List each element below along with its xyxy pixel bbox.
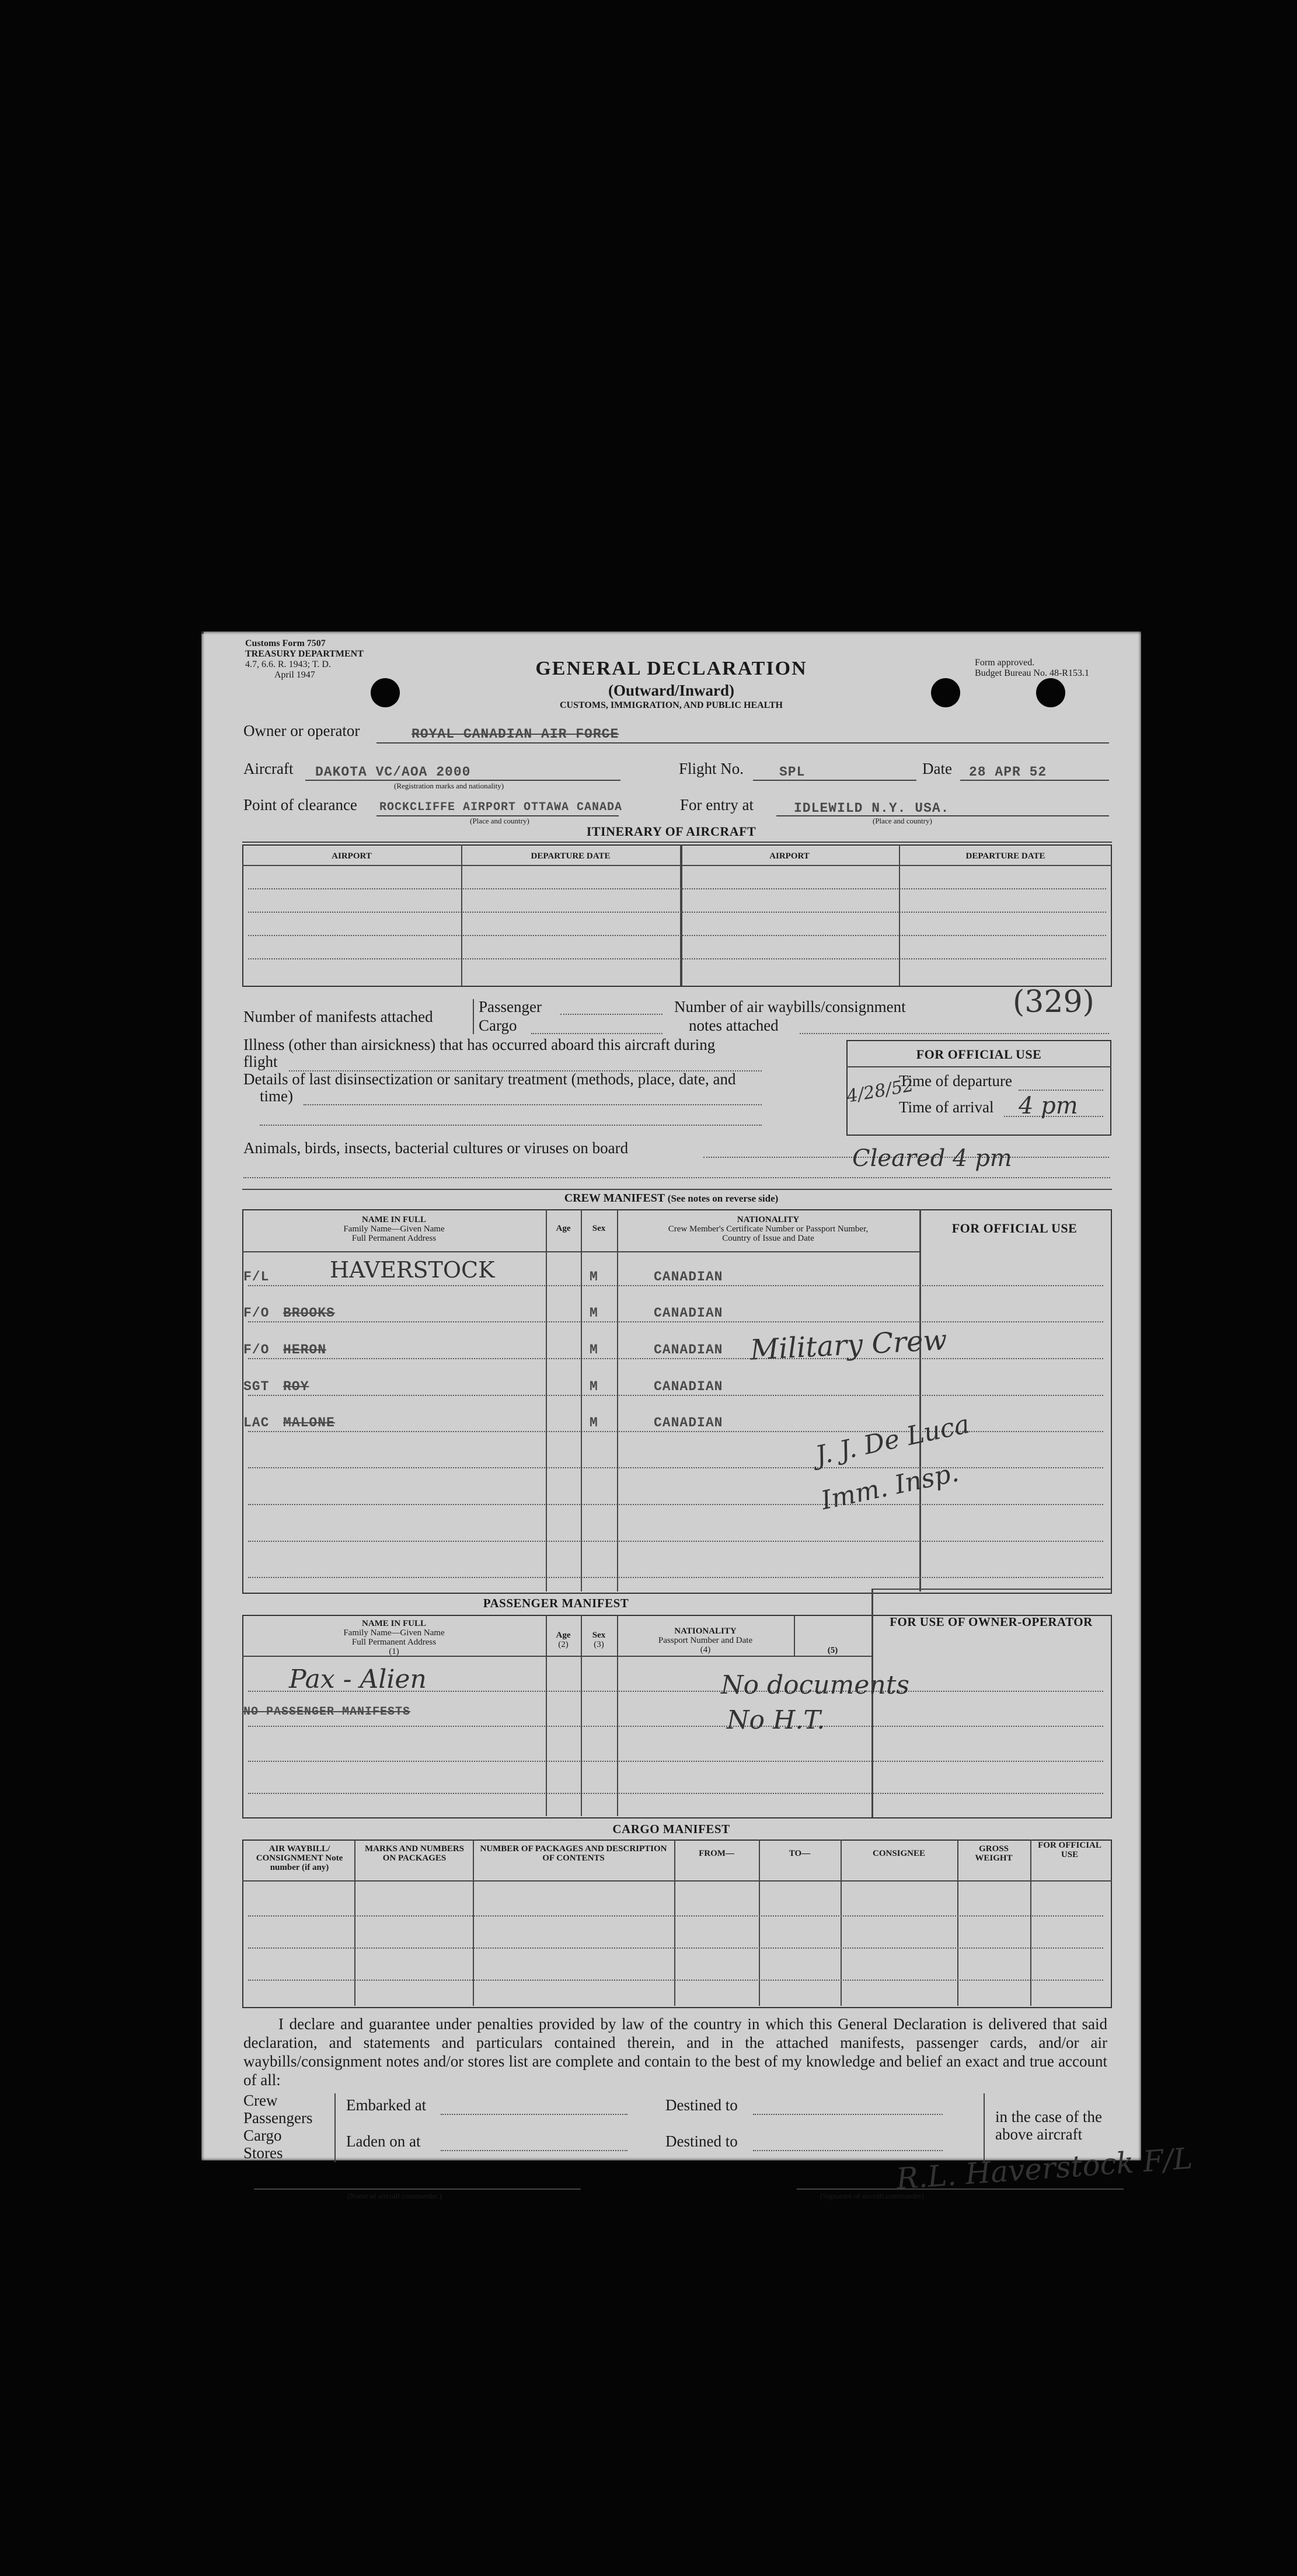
approval-label: Form approved. — [975, 658, 1035, 668]
crew-row-1-nationality: CANADIAN — [654, 1269, 723, 1284]
customs-form-number: Customs Form 7507 — [245, 638, 326, 648]
handwritten-date: 4/28/52 — [845, 1075, 915, 1107]
crew-col-age: Age — [556, 1224, 571, 1233]
animals-question: Animals, birds, insects, bacterial cultures or viruses on board — [243, 1139, 629, 1157]
pax-col-age: Age (2) — [556, 1631, 571, 1649]
case-of-aircraft-2: above aircraft — [995, 2125, 1083, 2143]
aircraft-value[interactable]: DAKOTA VC/AOA 2000 — [315, 765, 471, 780]
crew-row-3-nationality: CANADIAN — [654, 1342, 723, 1357]
commander-signature: R.L. Haverstock F/L — [895, 2141, 1194, 2196]
clearance-value[interactable]: ROCKCLIFFE AIRPORT OTTAWA CANADA — [379, 801, 623, 814]
handwritten-cleared: Cleared 4 pm — [852, 1145, 1012, 1172]
entry-value[interactable]: IDLEWILD N.Y. USA. — [794, 801, 950, 816]
treasury-label: TREASURY DEPARTMENT — [245, 649, 364, 659]
itinerary-col-airport-1: AIRPORT — [332, 851, 372, 861]
pax-col-sex: Sex (3) — [592, 1631, 606, 1649]
entry-note: (Place and country) — [873, 816, 932, 825]
budget-bureau: Budget Bureau No. 48-R153.1 — [975, 668, 1089, 678]
crew-row-2-sex: M — [590, 1306, 598, 1321]
laden-label: Laden on at — [346, 2132, 421, 2150]
itinerary-col-departure-2: DEPARTURE DATE — [965, 851, 1045, 861]
crew-row-5-name: MALONE — [283, 1415, 335, 1430]
illness-question: Illness (other than airsickness) that has occurred aboard this aircraft during — [243, 1036, 716, 1053]
cargo-col-weight: GROSS WEIGHT — [975, 1844, 1013, 1863]
notes-attached-label: notes attached — [689, 1017, 779, 1034]
handwritten-no-ht: No H.T. — [727, 1705, 825, 1735]
official-use-title: FOR OFFICIAL USE — [916, 1047, 1042, 1062]
authority-label: 4.7, 6.6. R. 1943; T. D. — [245, 659, 331, 669]
cargo-col-waybill: AIR WAYBILL/ CONSIGNMENT Note number (if any) — [256, 1844, 343, 1872]
crew-col-sex: Sex — [592, 1224, 606, 1233]
waybills-label: Number of air waybills/consignment — [674, 998, 906, 1015]
cargo-table — [242, 1839, 1112, 2008]
commander-name-caption: (Name of aircraft commander.) — [347, 2191, 442, 2200]
declaration-text: I declare and guarantee under penalties provided by law of the country in which this General Declaration is delivered that said declaration, and statements and particulars contained therein, and in the attached manifests, passenger cards, and/or air waybills/consignment notes and/or stores list are complete and contain to the best of my knowledge and belief an exact and true account of all: — [243, 2015, 1107, 2089]
crew-row-3-rank: F/O — [243, 1342, 270, 1357]
cargo-col-to: TO— — [789, 1849, 811, 1858]
manifests-label: Number of manifests attached — [243, 1008, 433, 1025]
crew-row-4-name: ROY — [283, 1379, 309, 1394]
edition-label: April 1947 — [274, 670, 315, 680]
pax-col-name: NAME IN FULL Family Name—Given Name Full Permanent Address (1) — [343, 1619, 445, 1656]
aircraft-label: Aircraft — [243, 760, 294, 777]
handwritten-waybill-count: (329) — [1013, 985, 1094, 1020]
crew-col-official: FOR OFFICIAL USE — [951, 1221, 1078, 1235]
illness-question-2: flight — [243, 1053, 278, 1070]
cargo-col-from: FROM— — [699, 1849, 734, 1858]
cargo-col-official: FOR OFFICIAL USE — [1038, 1841, 1101, 1859]
cargo-col-consignee: CONSIGNEE — [872, 1849, 926, 1858]
disinsect-question-2: time) — [260, 1087, 293, 1105]
cargo-col-marks: MARKS AND NUMBERS ON PACKAGES — [365, 1844, 465, 1863]
itinerary-col-airport-2: AIRPORT — [769, 851, 810, 861]
decl-crew: Crew — [243, 2092, 278, 2109]
crew-row-2-rank: F/O — [243, 1306, 270, 1321]
passenger-manifest-title: PASSENGER MANIFEST — [483, 1596, 629, 1610]
arrival-time-label: Time of arrival — [899, 1098, 994, 1116]
declaration-form — [201, 631, 1194, 2200]
owner-operator-use: FOR USE OF OWNER-OPERATOR — [890, 1615, 1093, 1629]
clearance-label: Point of clearance — [243, 796, 357, 814]
crew-row-4-nationality: CANADIAN — [654, 1379, 723, 1394]
handwritten-no-documents: No documents — [721, 1670, 909, 1700]
crew-row-2-nationality: CANADIAN — [654, 1306, 723, 1321]
destined-to-2: Destined to — [665, 2132, 738, 2150]
decl-cargo: Cargo — [243, 2127, 282, 2144]
flight-label: Flight No. — [679, 760, 744, 777]
pax-typed-row: NO PASSENGER MANIFESTS — [243, 1705, 411, 1719]
itinerary-title: ITINERARY OF AIRCRAFT — [586, 824, 756, 839]
handwritten-inspector-title: Imm. Insp. — [818, 1457, 961, 1516]
owner-value[interactable]: ROYAL CANADIAN AIR FORCE — [412, 727, 619, 742]
entry-label: For entry at — [680, 796, 754, 814]
itinerary-col-departure-1: DEPARTURE DATE — [531, 851, 611, 861]
crew-row-1-sex: M — [590, 1269, 598, 1284]
owner-label: Owner or operator — [243, 722, 360, 739]
handwritten-arrival: 4 pm — [1019, 1092, 1078, 1119]
form-subtitle-2: CUSTOMS, IMMIGRATION, AND PUBLIC HEALTH — [560, 700, 783, 710]
crew-row-3-name: HERON — [283, 1342, 327, 1357]
crew-row-1-rank: F/L — [243, 1269, 270, 1284]
clearance-note: (Place and country) — [470, 816, 529, 825]
manifest-passenger-label: Passenger — [479, 998, 542, 1015]
pax-col-nationality: NATIONALITY Passport Number and Date (4) — [658, 1626, 753, 1654]
crew-col-name: NAME IN FULL Family Name—Given Name Full Permanent Address — [343, 1215, 445, 1243]
form-title: GENERAL DECLARATION — [535, 658, 807, 679]
pax-col-5: (5) — [827, 1646, 838, 1655]
crew-row-5-sex: M — [590, 1415, 598, 1430]
aircraft-note: (Registration marks and nationality) — [394, 781, 504, 790]
departure-time-label: Time of departure — [899, 1072, 1012, 1090]
handwritten-pax-alien: Pax - Alien — [289, 1664, 427, 1694]
crew-col-nationality: NATIONALITY Crew Member's Certificate Number or Passport Number, Country of Issue and Date — [668, 1215, 869, 1243]
crew-row-4-sex: M — [590, 1379, 598, 1394]
date-value[interactable]: 28 APR 52 — [969, 765, 1047, 780]
flight-value[interactable]: SPL — [779, 765, 806, 780]
decl-stores: Stores — [243, 2144, 283, 2162]
cargo-col-packages: NUMBER OF PACKAGES AND DESCRIPTION OF CONTENTS — [480, 1844, 667, 1863]
handwritten-inspector-name: J. J. De Luca — [813, 1409, 972, 1471]
commander-signature-caption: (Signature of aircraft commander) — [820, 2191, 924, 2200]
form-subtitle: (Outward/Inward) — [608, 682, 734, 699]
handwritten-military-crew: Military Crew — [749, 1324, 948, 1367]
crew-row-1-name: HAVERSTOCK — [330, 1257, 495, 1283]
crew-row-2-name: BROOKS — [283, 1306, 335, 1321]
destined-to-1: Destined to — [665, 2096, 738, 2114]
crew-row-3-sex: M — [590, 1342, 598, 1357]
disinsect-question: Details of last disinsectization or sanitary treatment (methods, place, date, and — [243, 1070, 736, 1088]
decl-passengers: Passengers — [243, 2109, 313, 2127]
crew-manifest-title: CREW MANIFEST (See notes on reverse side) — [564, 1192, 779, 1205]
cargo-manifest-title: CARGO MANIFEST — [612, 1822, 730, 1836]
crew-row-4-rank: SGT — [243, 1379, 270, 1394]
case-of-aircraft-1: in the case of the — [995, 2108, 1102, 2125]
date-label: Date — [922, 760, 952, 777]
crew-row-5-nationality: CANADIAN — [654, 1415, 723, 1430]
manifest-cargo-label: Cargo — [479, 1017, 517, 1034]
crew-row-5-rank: LAC — [243, 1415, 270, 1430]
embarked-label: Embarked at — [346, 2096, 427, 2114]
